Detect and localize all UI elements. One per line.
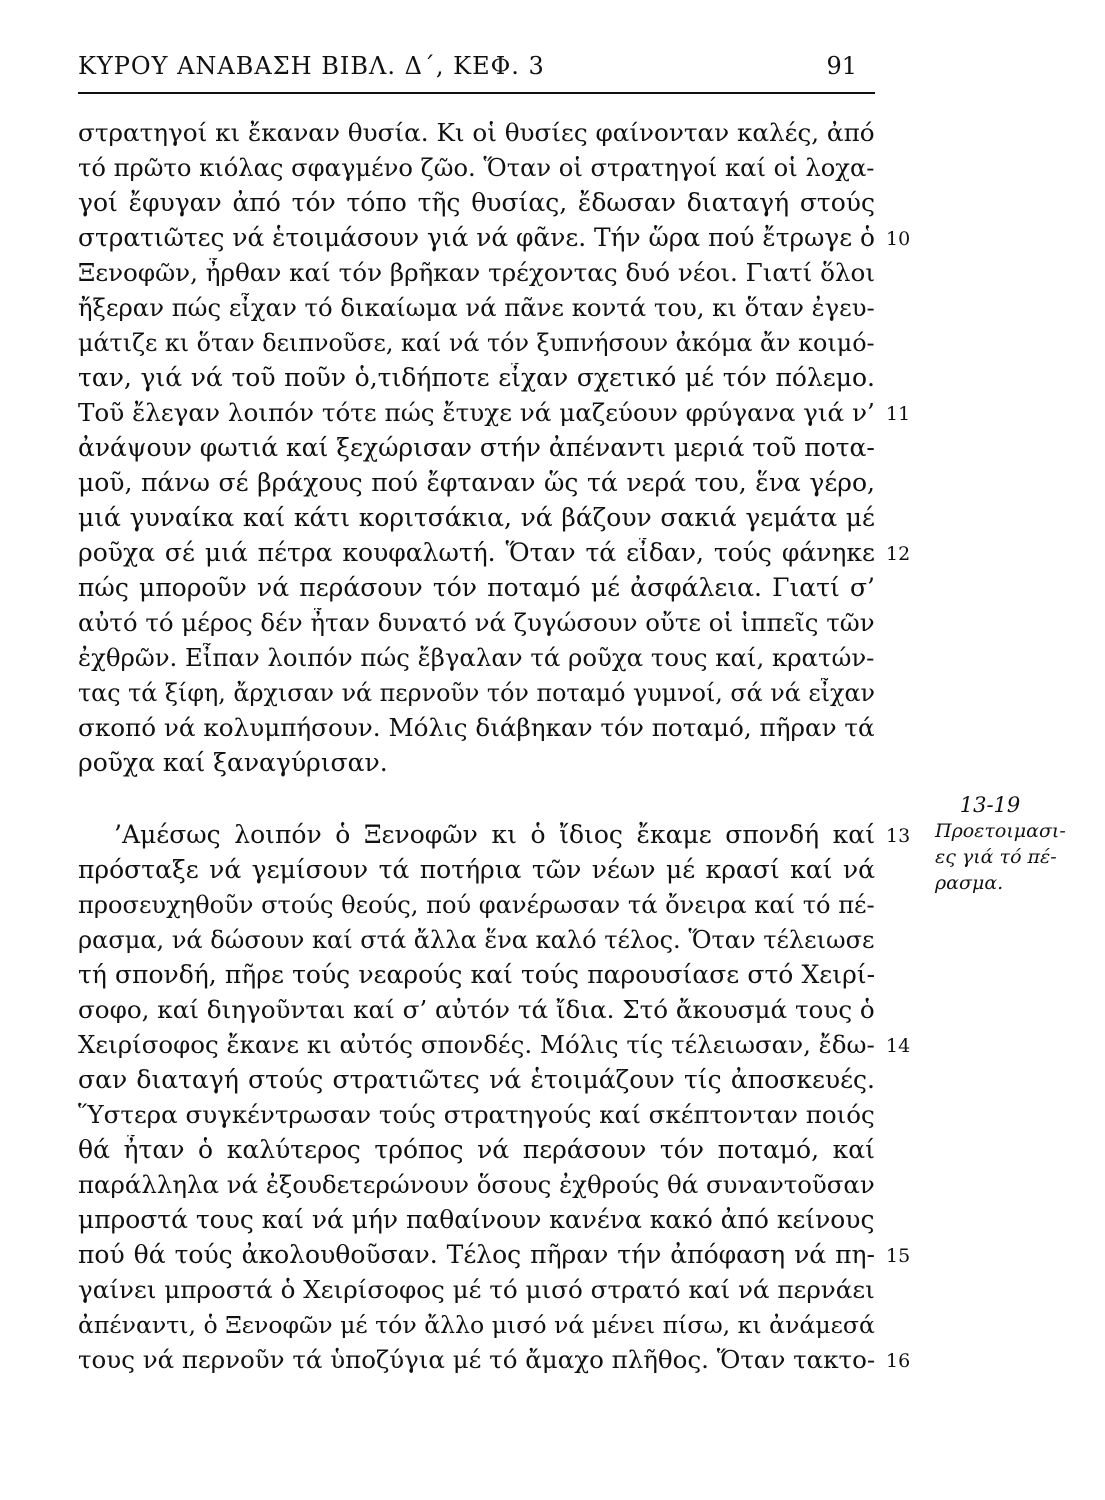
paragraph-first-line: ’Αμέσως λοιπόν ὁ Ξενοφῶν κι ὁ ἴδιος ἔκαμε σπονδή καί xyxy=(114,820,875,849)
text-line: γοί ἔφυγαν ἀπό τόν τόπο τῆς θυσίας, ἔδωσαν διαταγή στούς xyxy=(78,188,875,217)
text-line: ταν, γιά νά τοῦ ποῦν ὁ,τιδήποτε εἶχαν σχετικό μέ τόν πόλεμο. xyxy=(78,363,875,392)
text-line: στρατιῶτες νά ἑτοιμάσουν γιά νά φᾶνε. Τήν ὥρα πού ἔτρωγε ὁ xyxy=(78,223,875,252)
gloss-line: ες γιά τό πέ- xyxy=(935,846,1057,868)
text-line: πώς μποροῦν νά περάσουν τόν ποταμό μέ ἀσφάλεια. Γιατί σ’ xyxy=(78,573,875,602)
text-line: τό πρῶτο κιόλας σφαγμένο ζῶο. Ὅταν οἱ στρατηγοί καί οἱ λοχα- xyxy=(78,154,875,182)
line-number-16: 16 xyxy=(886,1350,911,1372)
text-line: ροῦχα σέ μιά πέτρα κουφαλωτή. Ὅταν τά εἶδαν, τούς φάνηκε xyxy=(78,538,875,567)
text-line: πού θά τούς ἀκολουθοῦσαν. Τέλος πῆραν τήν ἀπόφαση νά πη- xyxy=(78,1240,875,1269)
line-number-12: 12 xyxy=(886,543,911,565)
gloss-range: 13-19 xyxy=(959,793,1021,817)
text-line: σκοπό νά κολυμπήσουν. Μόλις διάβηκαν τόν ποταμό, πῆραν τά xyxy=(78,713,875,742)
text-line: ἀνάψουν φωτιά καί ξεχώρισαν στήν ἀπέναντι μεριά τοῦ ποτα- xyxy=(78,433,875,462)
text-line: ροῦχα καί ξαναγύρισαν. xyxy=(78,748,388,777)
line-number-14: 14 xyxy=(886,1035,911,1057)
page-number: 91 xyxy=(826,52,857,80)
text-line: τή σπονδή, πῆρε τούς νεαρούς καί τούς παρουσίασε στό Χειρί- xyxy=(78,960,875,989)
text-line: ρασμα, νά δώσουν καί στά ἄλλα ἕνα καλό τέλος. Ὅταν τέλειωσε xyxy=(78,926,875,954)
text-line: Χειρίσοφος ἔκανε κι αὐτός σπονδές. Μόλις τίς τέλειωσαν, ἔδω- xyxy=(78,1030,875,1059)
line-number-10: 10 xyxy=(886,228,911,250)
text-line: προσευχηθοῦν στούς θεούς, πού φανέρωσαν τά ὄνειρα καί τό πέ- xyxy=(78,891,875,919)
text-line: σαν διαταγή στούς στρατιῶτες νά ἑτοιμάζουν τίς ἀποσκευές. xyxy=(78,1065,875,1094)
text-line: γαίνει μπροστά ὁ Χειρίσοφος μέ τό μισό στρατό καί νά περνάει xyxy=(78,1275,875,1304)
text-line: τας τά ξίφη, ἄρχισαν νά περνοῦν τόν ποταμό γυμνοί, σά νά εἶχαν xyxy=(78,679,875,707)
text-line: μιά γυναίκα καί κάτι κοριτσάκια, νά βάζουν σακιά γεμάτα μέ xyxy=(78,503,875,532)
running-header xyxy=(78,52,875,94)
text-line: σοφο, καί διηγοῦνται καί σ’ αὐτόν τά ἴδια. Στό ἄκουσμά τους ὁ xyxy=(78,995,875,1024)
gloss-line: Προετοιμασι- xyxy=(935,820,1066,842)
margin-gloss xyxy=(935,792,1066,896)
running-title: ΚΥΡΟΥ ΑΝΑΒΑΣΗ ΒΙΒΛ. Δ΄, ΚΕΦ. 3 xyxy=(78,52,545,80)
line-number-15: 15 xyxy=(886,1245,911,1267)
text-line: παράλληλα νά ἐξουδετερώνουν ὅσους ἐχθρούς θά συναντοῦσαν xyxy=(78,1170,875,1199)
line-number-13: 13 xyxy=(886,825,911,847)
line-number-11: 11 xyxy=(886,403,911,425)
text-line: πρόσταξε νά γεμίσουν τά ποτήρια τῶν νέων μέ κρασί καί νά xyxy=(78,855,875,884)
text-line: θά ἦταν ὁ καλύτερος τρόπος νά περάσουν τόν ποταμό, καί xyxy=(78,1135,875,1164)
text-line: Ξενοφῶν, ἦρθαν καί τόν βρῆκαν τρέχοντας δυό νέοι. Γιατί ὅλοι xyxy=(78,258,875,287)
text-line: αὐτό τό μέρος δέν ἦταν δυνατό νά ζυγώσουν οὔτε οἱ ἱππεῖς τῶν xyxy=(78,608,875,637)
text-line: ἀπέναντι, ὁ Ξενοφῶν μέ τόν ἄλλο μισό νά μένει πίσω, κι ἀνάμεσά xyxy=(78,1311,875,1339)
text-line: Τοῦ ἔλεγαν λοιπόν τότε πώς ἔτυχε νά μαζεύουν φρύγανα γιά ν’ xyxy=(78,398,875,427)
text-line: Ὕστερα συγκέντρωσαν τούς στρατηγούς καί σκέπτονταν ποιός xyxy=(78,1100,875,1129)
text-line: μπροστά τους καί νά μήν παθαίνουν κανένα κακό ἀπό κείνους xyxy=(78,1205,875,1234)
text-line: ἤξεραν πώς εἶχαν τό δικαίωμα νά πᾶνε κοντά του, κι ὅταν ἐγευ- xyxy=(78,293,875,322)
text-line: τους νά περνοῦν τά ὑποζύγια μέ τό ἄμαχο πλῆθος. Ὅταν τακτο- xyxy=(78,1345,875,1374)
text-line: μάτιζε κι ὅταν δειπνοῦσε, καί νά τόν ξυπνήσουν ἀκόμα ἄν κοιμό- xyxy=(78,329,875,357)
gloss-line: ρασμα. xyxy=(935,872,1004,894)
text-line: μοῦ, πάνω σέ βράχους πού ἔφταναν ὥς τά νερά του, ἕνα γέρο, xyxy=(78,468,875,497)
text-line: στρατηγοί κι ἔκαναν θυσία. Κι οἱ θυσίες φαίνονταν καλές, ἀπό xyxy=(78,118,875,147)
text-line: ἐχθρῶν. Εἶπαν λοιπόν πώς ἔβγαλαν τά ροῦχα τους καί, κρατών- xyxy=(78,643,875,672)
